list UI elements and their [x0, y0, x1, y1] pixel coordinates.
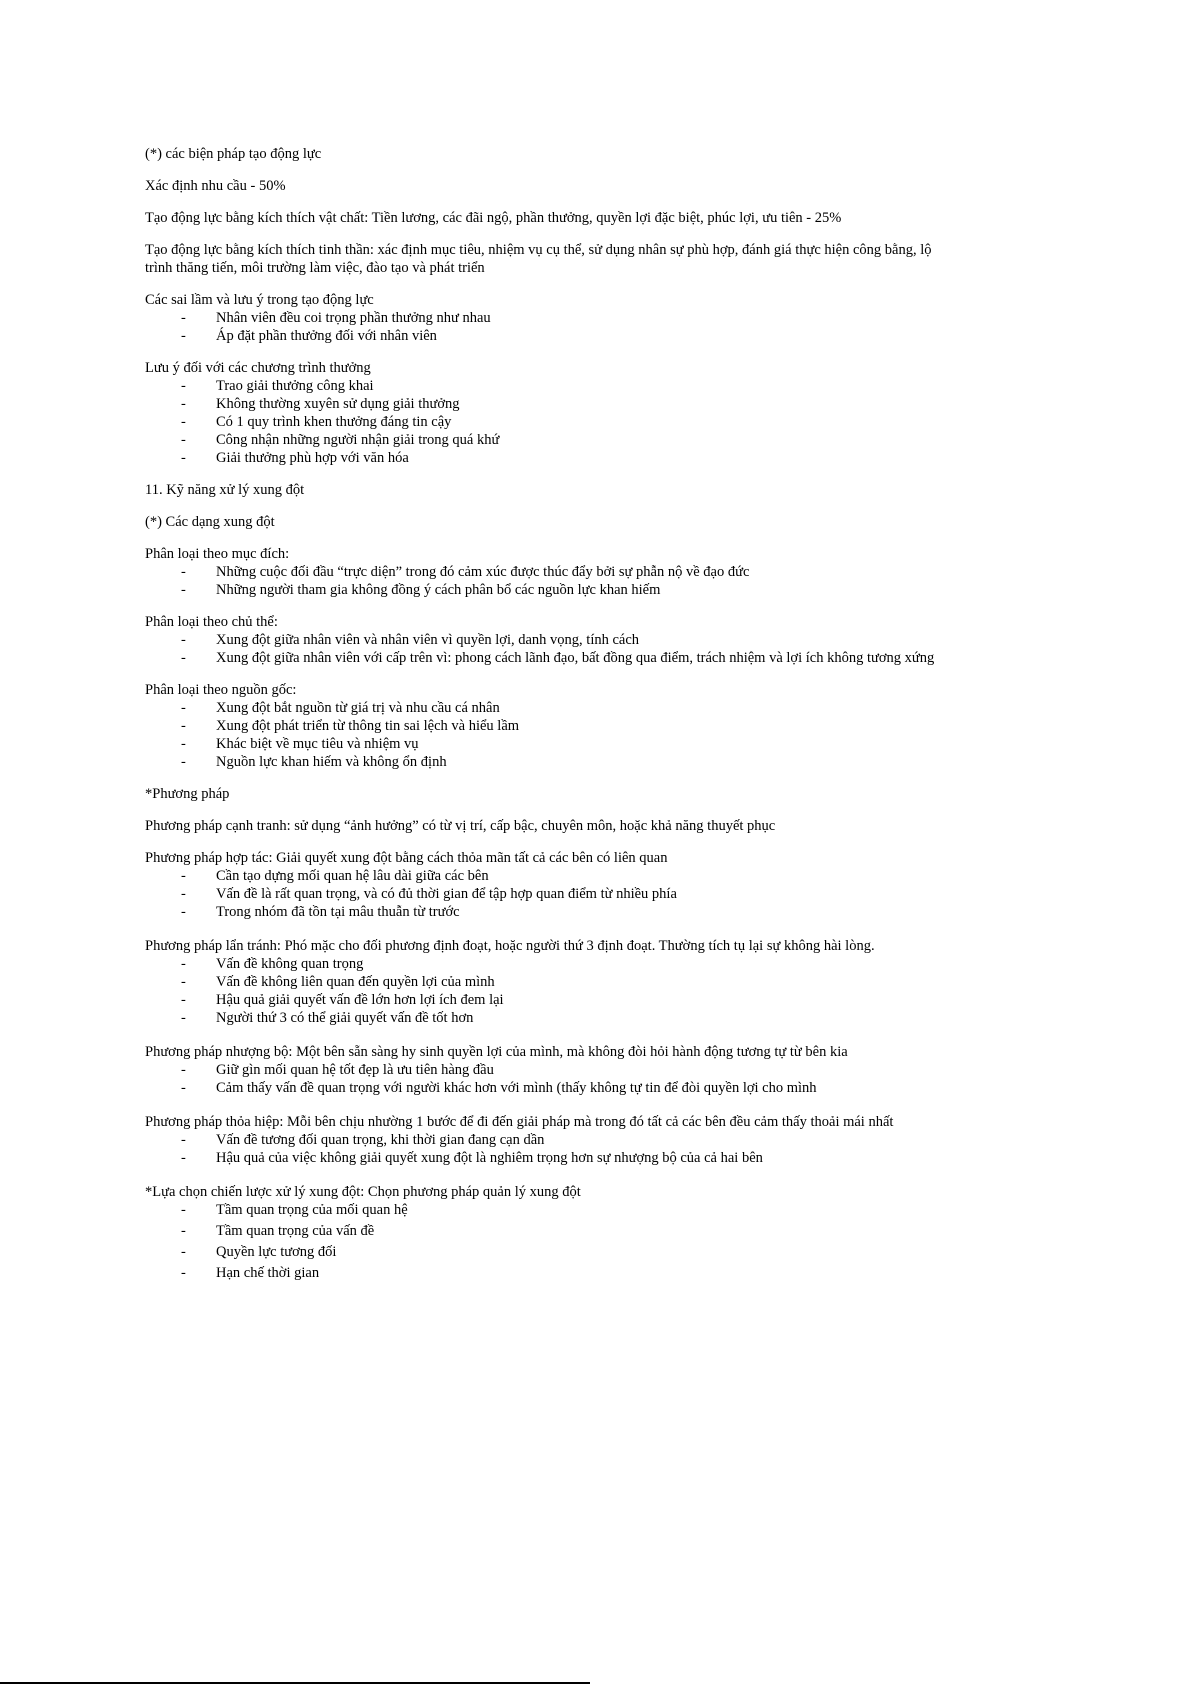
dash-list — [145, 377, 955, 467]
list-item — [145, 1009, 955, 1027]
list-item — [145, 395, 955, 413]
list-item-text: Quyền lực tương đối — [216, 1244, 337, 1260]
dash-list — [145, 955, 955, 1027]
list-item — [145, 1222, 955, 1240]
list-item — [145, 753, 955, 771]
list-item-text: Xung đột giữa nhân viên và nhân viên vì quyền lợi, danh vọng, tính cách — [216, 632, 640, 648]
document-page — [145, 145, 955, 1282]
paragraph: Tạo động lực bằng kích thích vật chất: Tiền lương, các đãi ngộ, phần thưởng, quyền lợi đặc biệt, phúc lợi, ưu tiên - 25% — [145, 210, 842, 226]
paragraph: Xác định nhu cầu - 50% — [145, 178, 286, 194]
list-item-text: Cảm thấy vấn đề quan trọng với người khác hơn với mình (thấy không tự tin để đòi quyền lợi cho mình — [216, 1080, 817, 1096]
dash-bullet: - — [181, 868, 186, 884]
list-item-text: Trao giải thưởng công khai — [216, 378, 374, 394]
dash-bullet: - — [181, 378, 186, 394]
paragraph: Phân loại theo chủ thể: — [145, 614, 278, 630]
paragraph: Phương pháp thỏa hiệp: Mỗi bên chịu nhường 1 bước để đi đến giải pháp mà trong đó tất cả các bên đều cảm thấy thoải mái nhất — [145, 1114, 894, 1130]
dash-bullet: - — [181, 582, 186, 598]
list-item-text: Hậu quả của việc không giải quyết xung đột là nghiêm trọng hơn sự nhượng bộ của cả hai bên — [216, 1150, 763, 1166]
dash-bullet: - — [181, 956, 186, 972]
list-item-text: Tầm quan trọng của mối quan hệ — [216, 1202, 408, 1218]
list-item — [145, 631, 955, 649]
dash-list — [145, 631, 955, 667]
dash-bullet: - — [181, 1223, 186, 1239]
dash-bullet: - — [181, 432, 186, 448]
list-item — [145, 867, 955, 885]
list-item — [145, 973, 955, 991]
list-item-text: Cần tạo dựng mối quan hệ lâu dài giữa các bên — [216, 868, 489, 884]
list-item — [145, 649, 955, 667]
list-item — [145, 563, 955, 581]
dash-bullet: - — [181, 632, 186, 648]
dash-bullet: - — [181, 1010, 186, 1026]
dash-bullet: - — [181, 886, 186, 902]
list-item-text: Vấn đề không quan trọng — [216, 956, 364, 972]
dash-bullet: - — [181, 736, 186, 752]
paragraph: Phương pháp hợp tác: Giải quyết xung đột bằng cách thỏa mãn tất cả các bên có liên quan — [145, 850, 668, 866]
list-item — [145, 1131, 955, 1149]
list-item-text: Tầm quan trọng của vấn đề — [216, 1223, 375, 1239]
dash-list — [145, 1201, 955, 1282]
dash-bullet: - — [181, 564, 186, 580]
list-item — [145, 1201, 955, 1219]
list-item-text: Xung đột bắt nguồn từ giá trị và nhu cầu cá nhân — [216, 700, 500, 716]
heading-motivation-methods: (*) các biện pháp tạo động lực — [145, 146, 322, 162]
list-item — [145, 903, 955, 921]
list-item — [145, 449, 955, 467]
dash-bullet: - — [181, 974, 186, 990]
list-item — [145, 885, 955, 903]
list-item — [145, 735, 955, 753]
list-item-text: Nguồn lực khan hiếm và không ổn định — [216, 754, 447, 770]
list-item-text: Nhân viên đều coi trọng phần thưởng như nhau — [216, 310, 491, 326]
dash-list — [145, 1061, 955, 1097]
paragraph: Phân loại theo nguồn gốc: — [145, 682, 297, 698]
dash-list — [145, 309, 955, 345]
list-item — [145, 1149, 955, 1167]
list-item — [145, 327, 955, 345]
list-item — [145, 377, 955, 395]
list-item — [145, 581, 955, 599]
paragraph: (*) Các dạng xung đột — [145, 514, 275, 530]
paragraph: Các sai lầm và lưu ý trong tạo động lực — [145, 292, 374, 308]
list-item — [145, 1243, 955, 1261]
dash-bullet: - — [181, 310, 186, 326]
dash-bullet: - — [181, 1202, 186, 1218]
paragraph: Lưu ý đối với các chương trình thưởng — [145, 360, 371, 376]
dash-bullet: - — [181, 1150, 186, 1166]
list-item-text: Giữ gìn mối quan hệ tốt đẹp là ưu tiên hàng đầu — [216, 1062, 494, 1078]
paragraph: *Phương pháp — [145, 786, 230, 802]
dash-bullet: - — [181, 700, 186, 716]
paragraph: *Lựa chọn chiến lược xử lý xung đột: Chọn phương pháp quản lý xung đột — [145, 1184, 581, 1200]
list-item-text: Những cuộc đối đầu “trực diện” trong đó cảm xúc được thúc đẩy bởi sự phẫn nộ về đạo đức — [216, 564, 750, 580]
list-item-text: Trong nhóm đã tồn tại mâu thuẫn từ trước — [216, 904, 460, 920]
list-item-text: Người thứ 3 có thể giải quyết vấn đề tốt hơn — [216, 1010, 474, 1026]
list-item — [145, 1061, 955, 1079]
paragraph: Phân loại theo mục đích: — [145, 546, 290, 562]
list-item-text: Vấn đề tương đối quan trọng, khi thời gian đang cạn dần — [216, 1132, 545, 1148]
list-item — [145, 991, 955, 1009]
list-item — [145, 699, 955, 717]
dash-bullet: - — [181, 992, 186, 1008]
dash-list — [145, 1131, 955, 1167]
list-item — [145, 431, 955, 449]
list-item-text: Giải thưởng phù hợp với văn hóa — [216, 450, 409, 466]
list-item-text: Xung đột giữa nhân viên với cấp trên vì: phong cách lãnh đạo, bất đồng qua điểm, trách nhiệm và lợi ích không tương xứng — [216, 650, 935, 666]
dash-list — [145, 699, 955, 771]
list-item — [145, 1264, 955, 1282]
dash-bullet: - — [181, 414, 186, 430]
page-divider — [0, 1682, 590, 1684]
dash-bullet: - — [181, 1244, 186, 1260]
list-item-text: Vấn đề là rất quan trọng, và có đủ thời gian để tập hợp quan điểm từ nhiều phía — [216, 886, 677, 902]
list-item — [145, 717, 955, 735]
list-item-text: Công nhận những người nhận giải trong quá khứ — [216, 432, 500, 448]
section-heading: 11. Kỹ năng xử lý xung đột — [145, 482, 305, 498]
list-item-text: Áp đặt phần thưởng đối với nhân viên — [216, 328, 437, 344]
dash-bullet: - — [181, 1080, 186, 1096]
dash-bullet: - — [181, 328, 186, 344]
paragraph: Tạo động lực bằng kích thích tinh thần: xác định mục tiêu, nhiệm vụ cụ thể, sử dụng nhân sự phù hợp, đánh giá thực hiện công bằng, lộ trình thăng tiến, môi trường làm việc, đào tạo và phát triển — [145, 242, 932, 276]
list-item — [145, 309, 955, 327]
dash-list — [145, 867, 955, 921]
dash-bullet: - — [181, 1132, 186, 1148]
list-item-text: Những người tham gia không đồng ý cách phân bổ các nguồn lực khan hiếm — [216, 582, 661, 598]
list-item-text: Khác biệt về mục tiêu và nhiệm vụ — [216, 736, 419, 752]
list-item — [145, 955, 955, 973]
dash-bullet: - — [181, 1265, 186, 1281]
list-item — [145, 1079, 955, 1097]
list-item-text: Hậu quả giải quyết vấn đề lớn hơn lợi ích đem lại — [216, 992, 504, 1008]
list-item-text: Có 1 quy trình khen thưởng đáng tin cậy — [216, 414, 452, 430]
dash-list — [145, 563, 955, 599]
paragraph: Phương pháp nhượng bộ: Một bên sẵn sàng hy sinh quyền lợi của mình, mà không đòi hỏi hành động tương tự từ bên kia — [145, 1044, 848, 1060]
list-item — [145, 413, 955, 431]
dash-bullet: - — [181, 450, 186, 466]
list-item-text: Hạn chế thời gian — [216, 1265, 320, 1281]
list-item-text: Xung đột phát triển từ thông tin sai lệch và hiểu lầm — [216, 718, 520, 734]
paragraph: Phương pháp cạnh tranh: sử dụng “ảnh hưởng” có từ vị trí, cấp bậc, chuyên môn, hoặc khả năng thuyết phục — [145, 818, 776, 834]
list-item-text: Không thường xuyên sử dụng giải thưởng — [216, 396, 460, 412]
dash-bullet: - — [181, 650, 186, 666]
dash-bullet: - — [181, 718, 186, 734]
dash-bullet: - — [181, 1062, 186, 1078]
dash-bullet: - — [181, 904, 186, 920]
list-item-text: Vấn đề không liên quan đến quyền lợi của mình — [216, 974, 495, 990]
dash-bullet: - — [181, 396, 186, 412]
dash-bullet: - — [181, 754, 186, 770]
paragraph: Phương pháp lẩn tránh: Phó mặc cho đối phương định đoạt, hoặc người thứ 3 định đoạt. Thường tích tụ lại sự không hài lòng. — [145, 938, 875, 954]
